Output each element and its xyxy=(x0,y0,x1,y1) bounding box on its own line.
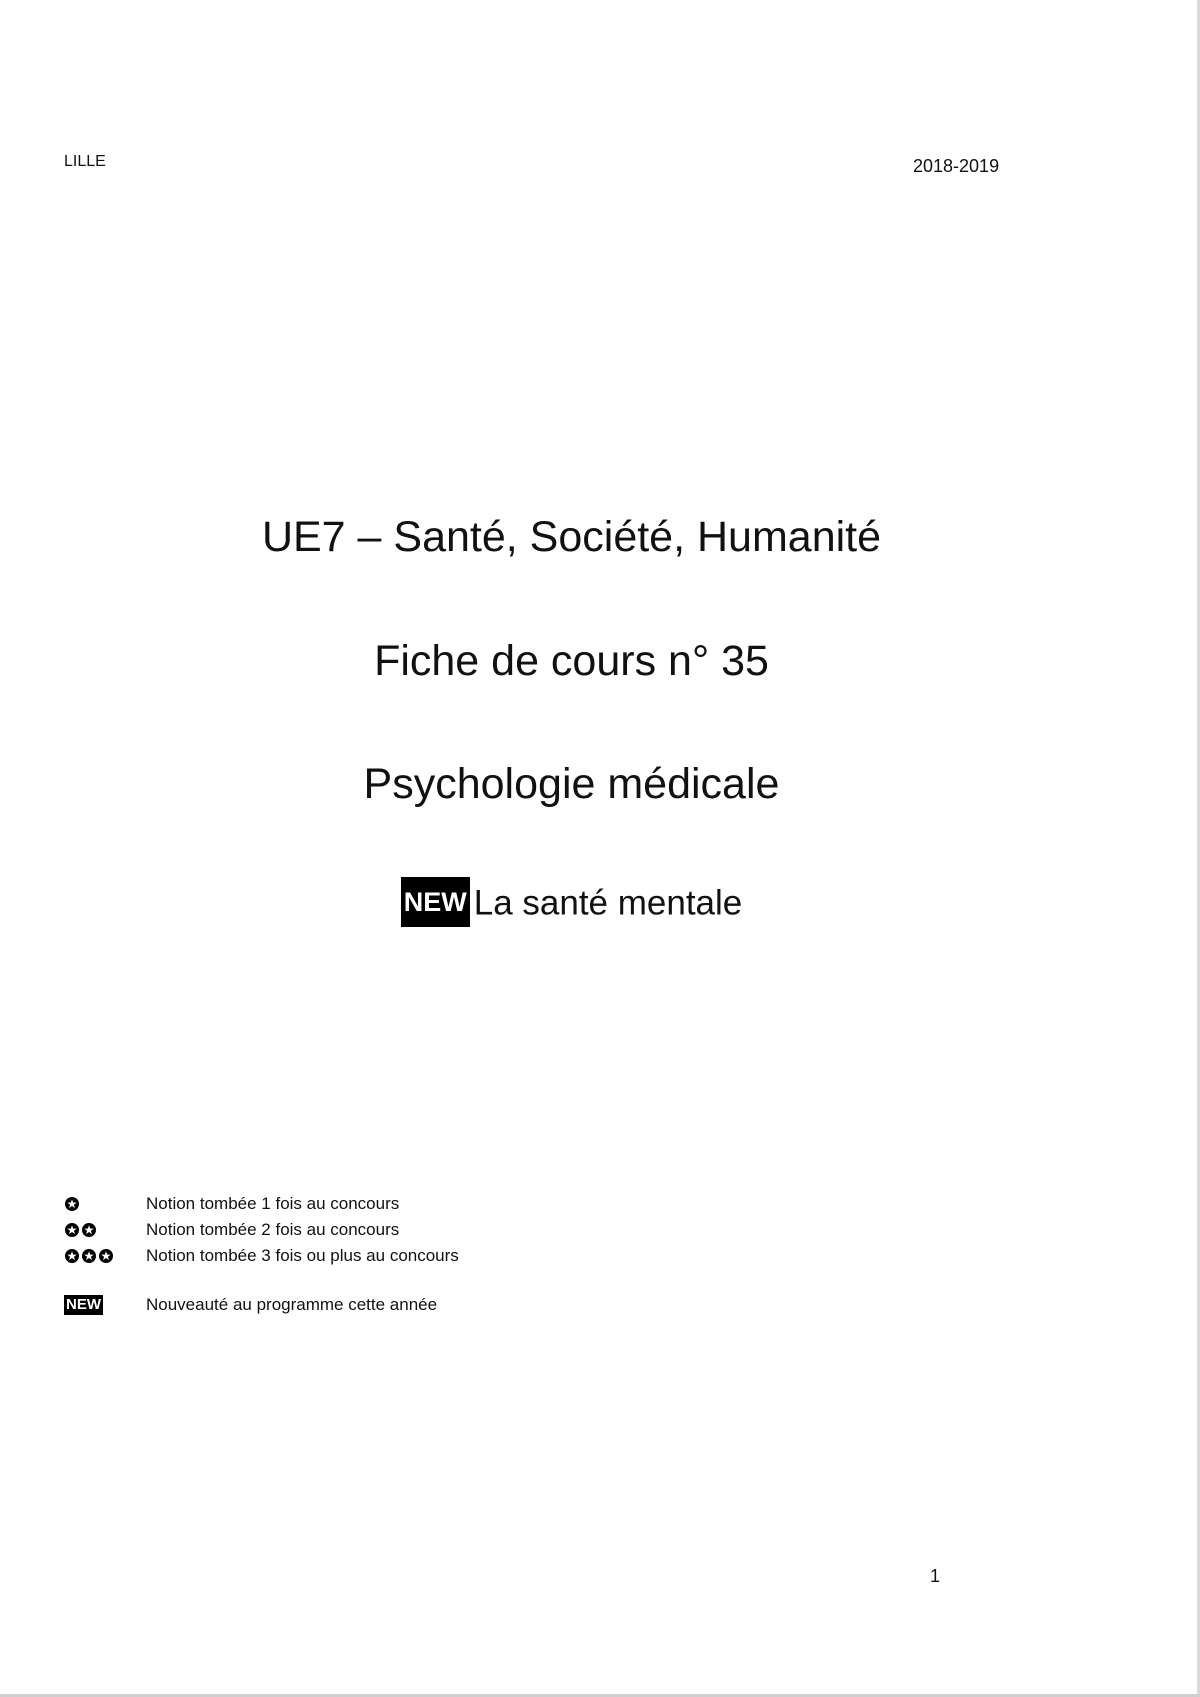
header-city: LILLE xyxy=(64,153,106,170)
legend-row-3 xyxy=(0,1244,600,1268)
star-circle-icon xyxy=(64,1248,80,1264)
legend-stars-3 xyxy=(64,1246,114,1266)
course-sheet-number: Fiche de cours n° 35 xyxy=(374,637,769,685)
legend-stars-2 xyxy=(64,1220,97,1240)
legend-row-1 xyxy=(0,1192,600,1216)
star-circle-icon xyxy=(64,1196,80,1212)
chapter-title: La santé mentale xyxy=(473,883,743,923)
legend-new-symbol xyxy=(64,1295,103,1315)
star-circle-icon xyxy=(81,1248,97,1264)
course-chapter xyxy=(0,880,1143,930)
legend-text: Nouveauté au programme cette année xyxy=(146,1295,438,1314)
legend-row-2 xyxy=(0,1218,600,1242)
star-circle-icon xyxy=(64,1222,80,1238)
legend-text: Notion tombée 2 fois au concours xyxy=(146,1220,400,1239)
header-year: 2018-2019 xyxy=(913,156,1000,176)
legend-text: Notion tombée 3 fois ou plus au concours xyxy=(146,1246,459,1265)
new-badge: NEW xyxy=(401,877,470,927)
course-unit-title: UE7 – Santé, Société, Humanité xyxy=(261,513,882,561)
course-subject: Psychologie médicale xyxy=(363,760,780,808)
new-badge: NEW xyxy=(66,1296,101,1313)
star-circle-icon xyxy=(81,1222,97,1238)
page-number: 1 xyxy=(930,1566,941,1586)
star-circle-icon xyxy=(98,1248,114,1264)
legend-text: Notion tombée 1 fois au concours xyxy=(146,1194,400,1213)
legend-row-new xyxy=(0,1293,600,1317)
legend-stars-1 xyxy=(64,1194,80,1214)
